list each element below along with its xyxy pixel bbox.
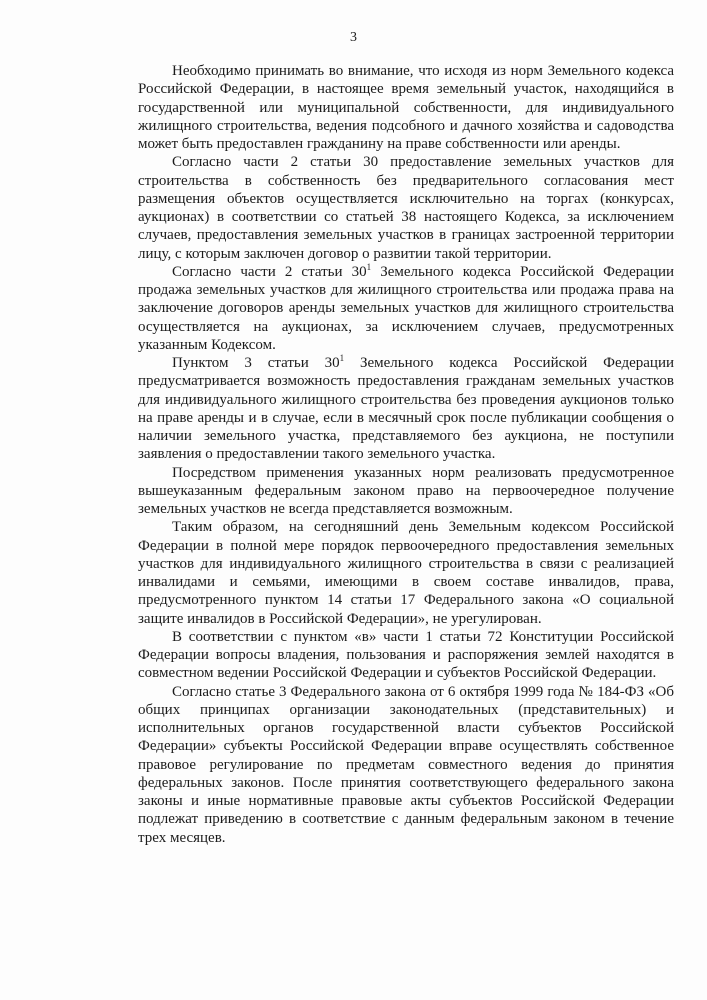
paragraph-article-30-part-2: Согласно части 2 статьи 30 предоставление земельных участков для строительства в собственность без предварительного согласования мест размещения объектов осуществляется исключительно на торгах (конкурсах, аукционах) в соответствии со статьей 38 настоящего Кодекса, за исключением случаев, предоставления земельных участков в границах застроенной территории лицу, с которым заключен договор о развитии такой территории. (138, 154, 674, 262)
paragraph-text-after: Земельного кодекса Российской Федерации продажа земельных участков для жилищного строительства или продажа права на заключение договоров аренды земельных участков для жилищного строительства осуществляется на аукционах, за исключением случаев, предусмотренных указанным Кодексом. (138, 263, 674, 353)
paragraph-article-30-1-part-2 (138, 263, 674, 354)
paragraph-article-30-1-point-3 (138, 354, 674, 464)
page-number: 3 (350, 30, 357, 45)
paragraph-text-after: Земельного кодекса Российской Федерации предусматривается возможность предоставления гражданам земельных участков для индивидуального жилищного строительства без проведения аукционов только на праве аренды и в случае, если в месячный срок после публикации сообщения о наличии земельного участка, представляемого без аукциона, не поступили заявления о предоставлении такого земельного участка. (138, 355, 674, 463)
document-body (138, 62, 674, 847)
paragraph-land-code-provision: Необходимо принимать во внимание, что исходя из норм Земельного кодекса Российской Федерации, в настоящее время земельный участок, находящийся в государственной или муниципальной собственности, для индивидуального жилищного строительства, ведения подсобного и дачного хозяйства и садоводства может быть предоставлен гражданину на праве собственности или аренды. (138, 63, 674, 152)
paragraph-priority-right: Посредством применения указанных норм реализовать предусмотренное вышеуказанным федеральным законом право на первоочередное получение земельных участков не всегда представляется возможным. (138, 464, 674, 517)
article-superscript: 1 (339, 353, 345, 363)
paragraph-text-before: Пунктом 3 статьи 30 (172, 355, 340, 371)
article-superscript: 1 (366, 261, 372, 272)
paragraph-constitution-article-72: В соответствии с пунктом «в» части 1 статьи 72 Конституции Российской Федерации вопросы владения, пользования и распоряжения землей находятся в совместном ведении Российской Федерации и субъектов Российской Федерации. (138, 628, 674, 682)
paragraph-federal-law-184: Согласно статье 3 Федерального закона от 6 октября 1999 года № 184-ФЗ «Об общих принципах организации законодательных (представительных) и исполнительных органов государственной власти субъектов Российской Федерации» субъекты Российской Федерации вправе осуществлять собственное правовое регулирование по предметам совместного ведения до принятия федеральных законов. После принятия соответствующего федерального закона законы и иные нормативные правовые акты субъектов Российской Федерации подлежат приведению в соответствие с данным федеральным законом в течение трех месяцев. (138, 683, 674, 846)
paragraph-text-before: Согласно части 2 статьи 30 (172, 263, 367, 280)
paragraph-conclusion: Таким образом, на сегодняшний день Земельным кодексом Российской Федерации в полной мере порядок первоочередного предоставления земельных участков для индивидуального жилищного строительства в связи с реализацией инвалидами и семьями, имеющими в своем составе инвалидов, права, предусмотренного пунктом 14 статьи 17 Федерального закона «О социальной защите инвалидов в Российской Федерации», не урегулирован. (138, 519, 674, 627)
